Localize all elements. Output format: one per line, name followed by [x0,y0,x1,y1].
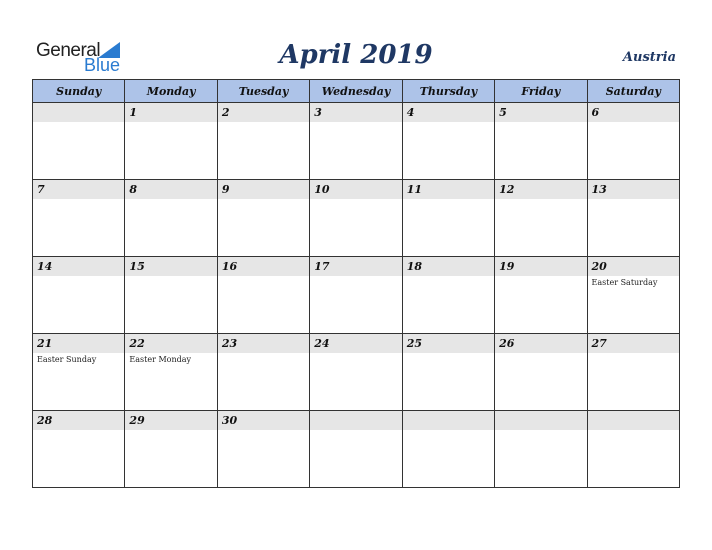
day-number: 27 [591,337,607,350]
holiday-label: Easter Sunday [37,355,97,364]
day-cell[interactable] [402,103,494,180]
day-number-bar [310,103,401,122]
day-number: 2 [221,106,230,119]
day-number: 14 [37,260,53,273]
holiday-label [33,430,124,432]
day-cell[interactable] [217,411,309,488]
day-number: 9 [221,183,230,196]
day-number-bar [125,257,216,276]
holiday-label [218,430,309,432]
day-cell[interactable] [125,411,217,488]
week-row [33,180,680,257]
day-number-bar [588,411,679,430]
day-number: 23 [221,337,238,350]
week-row [33,103,680,180]
logo-text-blue: Blue [84,55,121,75]
day-cell[interactable] [125,180,217,257]
day-number: 18 [406,260,422,273]
holiday-label [495,430,586,432]
day-cell[interactable] [33,103,125,180]
calendar-body [33,103,680,488]
day-number: 19 [499,260,515,273]
day-number-bar [588,257,679,276]
holiday-label [588,122,679,124]
week-row [33,257,680,334]
day-cell[interactable] [33,411,125,488]
day-number-bar [310,257,401,276]
day-cell[interactable] [587,103,679,180]
day-number: 8 [129,183,138,196]
day-number-bar [33,180,124,199]
day-number-bar [588,180,679,199]
day-cell[interactable] [217,103,309,180]
weekday-header: Tuesday [217,80,309,103]
holiday-label [403,199,494,201]
holiday-label [125,199,216,201]
day-number-bar [218,257,309,276]
day-cell[interactable] [217,180,309,257]
day-cell[interactable] [33,257,125,334]
day-number-bar [218,411,309,430]
day-cell[interactable] [402,257,494,334]
holiday-label [310,122,401,124]
holiday-label [495,353,586,355]
holiday-label [310,430,401,432]
day-number-bar [403,411,494,430]
holiday-label [495,199,586,201]
day-cell[interactable] [402,411,494,488]
day-number: 6 [591,106,600,119]
weekday-header-row [33,80,680,103]
day-number: 7 [37,183,45,196]
day-number: 17 [314,260,330,273]
day-number-bar [588,334,679,353]
day-number-bar [403,103,494,122]
day-number-bar [218,103,309,122]
day-number: 3 [314,106,322,119]
day-number-bar [588,103,679,122]
day-cell[interactable] [495,334,587,411]
day-number-bar [495,334,586,353]
holiday-label [33,276,124,278]
week-row [33,334,680,411]
day-cell[interactable] [310,334,402,411]
day-cell[interactable] [495,257,587,334]
day-number: 30 [221,414,238,427]
day-cell[interactable] [587,334,679,411]
day-cell[interactable] [310,103,402,180]
day-number: 15 [129,260,145,273]
week-row [33,411,680,488]
country-label: Austria [622,50,676,65]
holiday-label [588,430,679,432]
calendar-grid [32,79,680,488]
holiday-label [403,353,494,355]
day-number-bar [495,411,586,430]
day-number-bar [310,334,401,353]
holiday-label: Easter Monday [129,355,192,364]
holiday-label [310,353,401,355]
day-number-bar [33,334,124,353]
day-number-bar [33,257,124,276]
day-cell[interactable] [310,411,402,488]
day-cell[interactable] [402,180,494,257]
weekday-header: Saturday [587,80,679,103]
day-number-bar [33,411,124,430]
day-number: 12 [499,183,515,196]
day-cell[interactable] [587,411,679,488]
day-number-bar [218,180,309,199]
day-number: 24 [314,337,330,350]
day-number-bar [125,411,216,430]
weekday-header: Wednesday [310,80,402,103]
day-number: 10 [314,183,330,196]
day-number: 1 [129,106,138,119]
day-number-bar [218,334,309,353]
holiday-label [33,199,124,201]
day-cell[interactable] [217,257,309,334]
day-cell[interactable] [310,180,402,257]
day-number: 20 [591,260,607,273]
holiday-label [125,122,216,124]
day-cell[interactable] [310,257,402,334]
day-number: 11 [406,183,422,196]
weekday-header: Monday [125,80,217,103]
holiday-label [495,122,586,124]
day-number: 21 [37,337,53,350]
day-cell[interactable] [125,103,217,180]
day-number-bar [495,103,586,122]
day-number: 29 [129,414,145,427]
holiday-label [218,122,309,124]
weekday-header: Thursday [402,80,494,103]
day-number: 26 [499,337,515,350]
day-cell[interactable] [33,180,125,257]
day-number: 25 [406,337,422,350]
day-number: 13 [591,183,607,196]
day-cell[interactable] [402,334,494,411]
day-number-bar [403,334,494,353]
day-number-bar [125,180,216,199]
day-cell[interactable] [125,257,217,334]
day-number-bar [310,411,401,430]
holiday-label [403,430,494,432]
day-number-bar [495,180,586,199]
weekday-header: Friday [495,80,587,103]
day-number: 16 [221,260,238,273]
day-number-bar [33,103,124,122]
day-cell[interactable] [587,180,679,257]
holiday-label [33,122,124,124]
holiday-label [125,276,216,278]
holiday-label [403,122,494,124]
day-number: 22 [129,337,145,350]
day-cell[interactable] [33,334,125,411]
day-number: 5 [499,106,507,119]
day-cell[interactable] [125,334,217,411]
logo-text-general: General [36,40,101,61]
holiday-label [310,199,401,201]
holiday-label [310,276,401,278]
holiday-label [218,276,309,278]
day-cell[interactable] [587,257,679,334]
day-cell[interactable] [217,334,309,411]
day-cell[interactable] [495,180,587,257]
holiday-label [495,276,586,278]
calendar-title: April 2019 [279,40,433,70]
day-cell[interactable] [495,103,587,180]
day-number: 28 [37,414,53,427]
day-number-bar [125,334,216,353]
holiday-label [218,353,309,355]
day-number-bar [310,180,401,199]
day-number: 4 [406,106,415,119]
holiday-label [125,430,216,432]
day-number-bar [495,257,586,276]
holiday-label [588,353,679,355]
holiday-label [218,199,309,201]
day-cell[interactable] [495,411,587,488]
holiday-label: Easter Saturday [591,278,658,287]
day-number-bar [403,180,494,199]
holiday-label [403,276,494,278]
weekday-header: Sunday [33,80,125,103]
day-number-bar [125,103,216,122]
day-number-bar [403,257,494,276]
holiday-label [588,199,679,201]
